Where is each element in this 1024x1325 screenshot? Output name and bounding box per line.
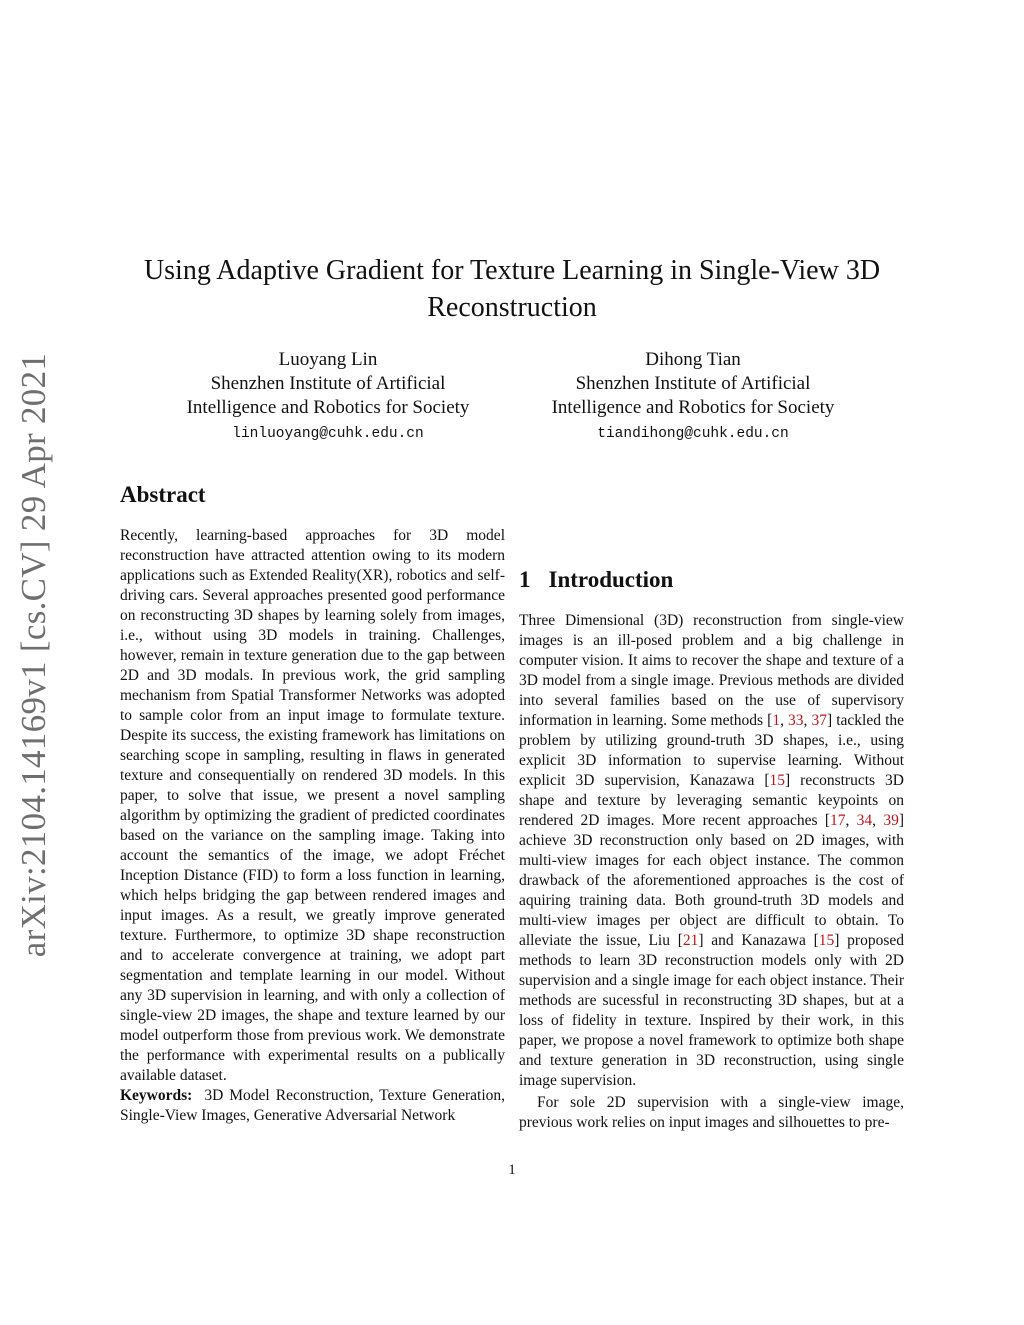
intro-text: ] achieve 3D reconstruction only based on 2D images, with multi-view images for each object instance. The common drawback of the aforementioned approaches is the cost of aquiring training data. Both ground-truth 3D models and multi-view images per object are difficult to obtain. To alleviate the issue, Liu [ bbox=[519, 812, 905, 949]
citation-link[interactable]: 33 bbox=[788, 712, 804, 729]
abstract-heading: Abstract bbox=[120, 482, 206, 507]
abstract-text: Recently, learning-based approaches for 3D model reconstruction have attracted attention owing to its modern applications such as Extended Reality(XR), robotics and self-driving cars. Several approaches presented good performance on reconstructing 3D shapes by learning solely from images, i.e., without using 3D models in training. Challenges, however, remain in texture generation due to the gap between 2D and 3D modals. In previous work, the grid sampling mechanism from Spatial Transformer Networks was adopted to sample color from an input image to formulate texture. Despite its success, the existing framework has limitations on searching scope in sampling, resulting in flaws in generated texture and consequentially on rendered 3D models. In this paper, to solve that issue, we present a novel sampling algorithm by optimizing the gradient of predicted coordinates based on the variance on the sampling image. Taking into account the semantics of the image, we adopt Fréchet Inception Distance (FID) to form a loss function in learning, which helps bridging the gap between rendered images and input images. As a result, we greatly improve generated texture. Furthermore, to optimize 3D shape reconstruction and to accelerate convergence at training, we adopt part segmentation and template learning in our model. Without any 3D supervision in learning, and with only a collection of single-view 2D images, the shape and texture learned by our model outperform those from previous work. We demonstrate the performance with experimental results on a publically available dataset. bbox=[120, 527, 505, 1084]
author-block-1 bbox=[158, 348, 498, 446]
author-name: Dihong Tian bbox=[645, 349, 741, 370]
citation-link[interactable]: 1 bbox=[772, 712, 781, 729]
introduction-paragraph-2: For sole 2D supervision with a single-view image, previous work relies on input images and silhouettes to pre- bbox=[519, 1094, 904, 1131]
keywords-label: Keywords: bbox=[120, 1087, 193, 1104]
author-block-2 bbox=[523, 348, 863, 446]
intro-text: , bbox=[780, 712, 789, 729]
intro-text: Three Dimensional (3D) reconstruction from single-view images is an ill-posed problem and a big challenge in computer vision. It aims to recover the shape and texture of a 3D model from a single image. Previous methods are divided into several families based on the use of supervisory information in learning. Some methods [ bbox=[519, 612, 904, 729]
author-affiliation: Intelligence and Robotics for Society bbox=[186, 397, 470, 418]
keywords-paragraph bbox=[120, 1086, 505, 1126]
citation-link[interactable]: 17 bbox=[830, 812, 846, 829]
author-email: tiandihong@cuhk.edu.cn bbox=[597, 426, 789, 442]
introduction-paragraph-1 bbox=[519, 611, 904, 1091]
section-number: 1 bbox=[519, 567, 531, 592]
arxiv-identifier-text: arXiv:2104.14169v1 [cs.CV] 29 Apr 2021 bbox=[14, 352, 54, 958]
introduction-heading bbox=[519, 565, 904, 595]
citation-link[interactable]: 15 bbox=[769, 772, 785, 789]
author-affiliation: Intelligence and Robotics for Society bbox=[551, 397, 835, 418]
author-email: linluoyang@cuhk.edu.cn bbox=[232, 426, 424, 442]
author-affiliation: Shenzhen Institute of Artificial bbox=[575, 373, 811, 394]
citation-link[interactable]: 37 bbox=[811, 712, 827, 729]
citation-link[interactable]: 34 bbox=[856, 812, 873, 829]
intro-text: ] reconstructs 3D shape and texture by leveraging semantic keypoints on rendered 2D images. More recent approaches [ bbox=[519, 772, 905, 829]
left-column bbox=[120, 480, 505, 1126]
right-column bbox=[519, 487, 904, 1133]
intro-text: , bbox=[845, 812, 857, 829]
intro-text: , bbox=[872, 812, 884, 829]
paper-title: Using Adaptive Gradient for Texture Learning in Single-View 3D Reconstruction bbox=[143, 255, 881, 323]
intro-text: ] proposed methods to learn 3D reconstruction models only with 2D supervision and a single image for each object instance. Their methods are sucessful in reconstructing 3D shapes, but at a loss of fidelity in texture. Inspired by their work, in this paper, we propose a novel framework to optimize both shape and texture generation in 3D reconstruction, using single image supervision. bbox=[519, 932, 904, 1089]
citation-link[interactable]: 21 bbox=[682, 932, 699, 949]
keywords-text: 3D Model Reconstruction, Texture Generation, Single-View Images, Generative Adversarial Network bbox=[120, 1087, 505, 1124]
page-number: 1 bbox=[508, 1162, 516, 1178]
intro-text: ] and Kanazawa [ bbox=[698, 932, 819, 949]
section-title: Introduction bbox=[548, 567, 674, 592]
author-name: Luoyang Lin bbox=[278, 349, 378, 370]
author-affiliation: Shenzhen Institute of Artificial bbox=[210, 373, 446, 394]
citation-link[interactable]: 39 bbox=[883, 812, 899, 829]
intro-text: , bbox=[803, 712, 812, 729]
arxiv-identifier bbox=[12, 352, 57, 958]
citation-link[interactable]: 15 bbox=[818, 932, 835, 949]
intro-text: ] tackled the problem by utilizing ground-truth 3D shapes, i.e., using explicit 3D information to supervise learning. Without explicit 3D supervision, Kanazawa [ bbox=[519, 712, 905, 789]
